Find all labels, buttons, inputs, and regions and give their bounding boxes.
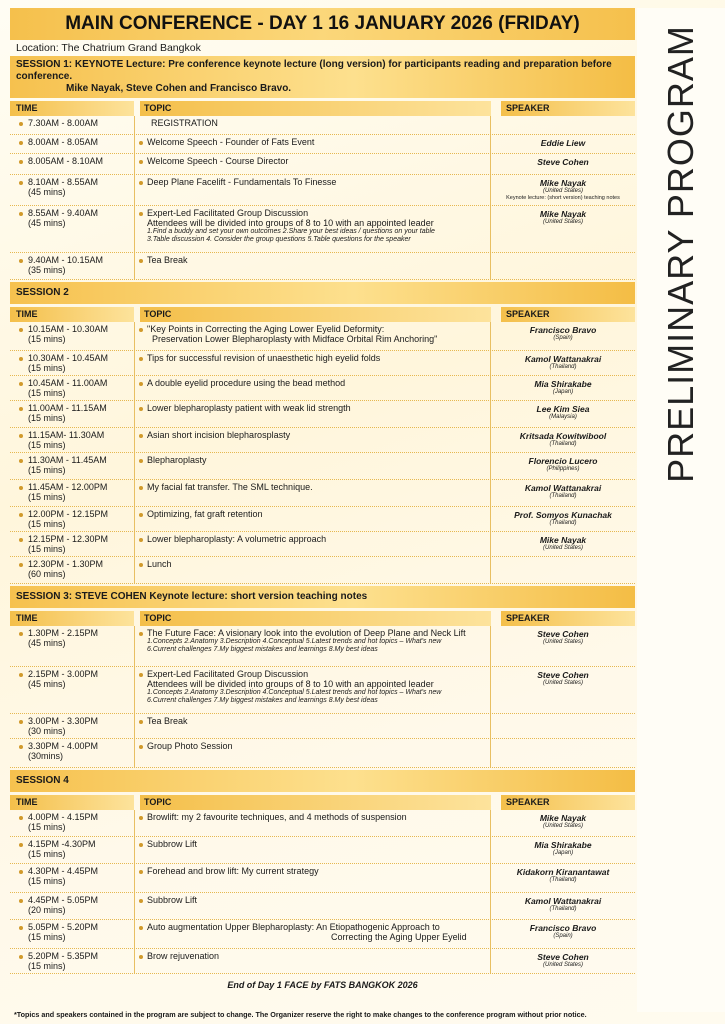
topic-text: A double eyelid procedure using the bead method [147, 378, 346, 388]
time-range: 8.00AM - 8.05AM [28, 137, 99, 147]
duration: (15 mins) [28, 961, 66, 971]
time-range: 10.45AM - 11.00AM [28, 378, 108, 388]
speaker-cell [490, 810, 635, 836]
topic-text: Optimizing, fat graft retention [147, 509, 263, 519]
time-range: 10.15AM - 10.30AM [28, 324, 109, 334]
header-topic: TOPIC [140, 795, 491, 810]
speaker-name: Prof. Somyos Kunachak [514, 510, 612, 520]
session-title-speakers: Mike Nayak, Steve Cohen and Francisco Bravo. [66, 83, 292, 94]
speaker-country: (United States) [542, 219, 584, 225]
time-cell [10, 557, 134, 583]
time-cell [10, 507, 134, 531]
speaker-name: Mike Nayak [539, 535, 587, 545]
header-topic: TOPIC [140, 307, 491, 322]
speaker-name: Lee Kim Siea [536, 404, 590, 414]
topic-text: Tea Break [147, 716, 188, 726]
footer-disclaimer: *Topics and speakers contained in the program are subject to change. The Organizer reserve the right to make changes to the conference program without prior notice. [14, 1010, 587, 1019]
time-range: 7.30AM - 8.00AM [28, 118, 99, 128]
table-row [10, 206, 635, 253]
speaker-country: (United States) [542, 823, 584, 829]
time-cell [10, 453, 134, 479]
speaker-cell [490, 175, 635, 205]
topic-text: Group Photo Session [147, 741, 233, 751]
topic-cell [134, 949, 490, 973]
speaker-country: (United States) [542, 188, 584, 194]
table-header [10, 307, 635, 322]
topic-cell [134, 837, 490, 863]
topic-cell [134, 714, 490, 738]
speaker-cell [490, 480, 635, 506]
table-header [10, 101, 635, 116]
topic-cell [134, 864, 490, 892]
duration: (30 mins) [28, 726, 66, 736]
speaker-cell [490, 864, 635, 892]
speaker-name: Steve Cohen [537, 629, 589, 639]
time-cell [10, 714, 134, 738]
table-row [10, 920, 635, 949]
table-row [10, 739, 635, 768]
end-of-day-text: End of Day 1 FACE by FATS BANGKOK 2026 [227, 980, 418, 990]
speaker-name: Mike Nayak [539, 813, 587, 823]
duration: (15 mins) [28, 363, 66, 373]
table-row [10, 532, 635, 557]
topic-cell [134, 206, 490, 252]
time-range: 5.20PM - 5.35PM [28, 951, 99, 961]
time-cell [10, 920, 134, 948]
topic-detail: 1.Concepts 2.Anatomy 3.Description 4.Conceptual 5.Latest trends and hot topics – What's new [147, 638, 442, 645]
time-range: 12.30PM - 1.30PM [28, 559, 104, 569]
time-cell [10, 154, 134, 174]
session-title [10, 770, 635, 792]
speaker-name: Steve Cohen [537, 670, 589, 680]
speaker-cell [490, 376, 635, 400]
header-speaker: SPEAKER [501, 101, 635, 116]
speaker-cell [490, 507, 635, 531]
duration: (15 mins) [28, 932, 66, 942]
speaker-cell [490, 401, 635, 427]
table-row [10, 626, 635, 667]
topic-text: Subbrow Lift [147, 839, 198, 849]
time-range: 12.15PM - 12.30PM [28, 534, 109, 544]
speaker-country: (Thailand) [549, 441, 577, 447]
duration: (45 mins) [28, 679, 66, 689]
table-row [10, 453, 635, 480]
header-time: TIME [10, 101, 134, 116]
duration: (15 mins) [28, 334, 66, 344]
topic-cell [134, 351, 490, 375]
speaker-name: Kamol Wattanakrai [524, 896, 602, 906]
table-row [10, 557, 635, 584]
speaker-country: (Spain) [553, 335, 573, 341]
speaker-country: (Thailand) [549, 493, 577, 499]
table-row [10, 428, 635, 453]
session-title [10, 586, 635, 608]
speaker-cell [490, 351, 635, 375]
speaker-name: Mike Nayak [539, 178, 587, 188]
speaker-cell [490, 253, 635, 279]
topic-detail-line2: 3.Table discussion 4. Consider the group questions 5.Table questions for the speaker [147, 236, 411, 243]
speaker-country: (United States) [542, 962, 584, 968]
time-cell [10, 667, 134, 713]
topic-text: Welcome Speech - Founder of Fats Event [147, 137, 315, 147]
speaker-country: (Thailand) [549, 364, 577, 370]
topic-detail: 1.Find a buddy and set your own outcomes 2.Share your best ideas / questions on your table [147, 228, 435, 235]
speaker-name: Eddie Liew [540, 138, 586, 148]
speaker-name: Kamol Wattanakrai [524, 483, 602, 493]
topic-cell [134, 116, 490, 134]
time-range: 8.55AM - 9.40AM [28, 208, 99, 218]
location-text: Location: The Chatrium Grand Bangkok [16, 42, 201, 54]
side-title: PRELIMINARY PROGRAM [660, 25, 701, 483]
time-cell [10, 480, 134, 506]
table-row [10, 667, 635, 714]
topic-cell [134, 739, 490, 767]
table-header [10, 795, 635, 810]
topic-text: Welcome Speech - Course Director [147, 156, 289, 166]
session-title-text: SESSION 3: STEVE COHEN Keynote lecture: short version teaching notes [16, 591, 368, 602]
speaker-country: (Philippines) [546, 466, 580, 472]
duration: (15 mins) [28, 519, 66, 529]
speaker-name: Mike Nayak [539, 209, 587, 219]
topic-text: Expert-Led Facilitated Group Discussion [147, 208, 309, 218]
topic-cell [134, 175, 490, 205]
header-time: TIME [10, 795, 134, 810]
duration: (45 mins) [28, 218, 66, 228]
topic-detail: 1.Concepts 2.Anatomy 3.Description 4.Conceptual 5.Latest trends and hot topics – What's new [147, 689, 442, 696]
topic-cell [134, 480, 490, 506]
speaker-country: (Spain) [553, 933, 573, 939]
table-row [10, 507, 635, 532]
table-row [10, 175, 635, 206]
topic-text-line2: Attendees will be divided into groups of 8 to 10 with an appointed leader [147, 218, 434, 228]
program-main [10, 8, 635, 996]
speaker-country: (Japan) [552, 389, 574, 395]
topic-text: Blepharoplasty [147, 455, 207, 465]
duration: (15 mins) [28, 465, 66, 475]
header-time: TIME [10, 307, 134, 322]
time-range: 11.00AM - 11.15AM [28, 403, 107, 413]
speaker-cell [490, 453, 635, 479]
table-header [10, 611, 635, 626]
time-range: 11.30AM - 11.45AM [28, 455, 107, 465]
duration: (30mins) [28, 751, 64, 761]
speaker-country: (Japan) [552, 850, 574, 856]
time-range: 12.00PM - 12.15PM [28, 509, 109, 519]
duration: (15 mins) [28, 413, 66, 423]
duration: (60 mins) [28, 569, 66, 579]
session-title-text: SESSION 4 [16, 775, 69, 786]
topic-cell [134, 154, 490, 174]
speaker-country: (Thailand) [549, 906, 577, 912]
time-cell [10, 351, 134, 375]
time-cell [10, 626, 134, 666]
speaker-cell [490, 837, 635, 863]
time-cell [10, 322, 134, 350]
topic-cell [134, 893, 490, 919]
topic-cell [134, 253, 490, 279]
time-range: 3.00PM - 3.30PM [28, 716, 99, 726]
topic-text: "Key Points in Correcting the Aging Lower Eyelid Deformity: [147, 324, 385, 334]
header-speaker: SPEAKER [501, 307, 635, 322]
speaker-cell [490, 428, 635, 452]
topic-text: Tips for successful revision of unaesthetic high eyelid folds [147, 353, 381, 363]
speaker-name: Steve Cohen [537, 952, 589, 962]
time-cell [10, 206, 134, 252]
duration: (45 mins) [28, 187, 66, 197]
topic-cell [134, 135, 490, 153]
speaker-cell [490, 322, 635, 350]
table-row [10, 116, 635, 135]
topic-text: Subbrow Lift [147, 895, 198, 905]
time-cell [10, 401, 134, 427]
table-row [10, 864, 635, 893]
speaker-cell [490, 626, 635, 666]
topic-text: Browlift: my 2 favourite techniques, and 4 methods of suspension [147, 812, 407, 822]
time-cell [10, 949, 134, 973]
duration: (15 mins) [28, 876, 66, 886]
table-row [10, 810, 635, 837]
time-range: 4.00PM - 4.15PM [28, 812, 99, 822]
table-row [10, 480, 635, 507]
time-range: 2.15PM - 3.00PM [28, 669, 99, 679]
speaker-country: (Thailand) [549, 877, 577, 883]
time-cell [10, 135, 134, 153]
topic-text-line2: Attendees will be divided into groups of 8 to 10 with an appointed leader [147, 679, 434, 689]
duration: (15 mins) [28, 544, 66, 554]
speaker-name: Steve Cohen [537, 157, 589, 167]
topic-cell [134, 920, 490, 948]
speaker-cell [490, 667, 635, 713]
topic-text: Deep Plane Facelift - Fundamentals To Finesse [147, 177, 337, 187]
speaker-cell [490, 154, 635, 174]
table-row [10, 376, 635, 401]
time-range: 11.45AM - 12.00PM [28, 482, 108, 492]
header-topic: TOPIC [140, 611, 491, 626]
topic-detail-line2: 6.Current challenges 7.My biggest mistakes and learnings 8.My best ideas [147, 697, 378, 704]
topic-text: Asian short incision blepharosplasty [147, 430, 291, 440]
header-speaker: SPEAKER [501, 795, 635, 810]
speaker-name: Mia Shirakabe [534, 379, 592, 389]
header-time: TIME [10, 611, 134, 626]
topic-cell [134, 532, 490, 556]
topic-text: Lunch [147, 559, 172, 569]
speaker-name: Kidakorn Kiranantawat [516, 867, 610, 877]
time-cell [10, 810, 134, 836]
speaker-country: (Thailand) [549, 520, 577, 526]
time-cell [10, 739, 134, 767]
header-speaker: SPEAKER [501, 611, 635, 626]
time-range: 11.15AM- 11.30AM [28, 430, 105, 440]
speaker-name: Kamol Wattanakrai [524, 354, 602, 364]
speaker-cell [490, 116, 635, 134]
duration: (45 mins) [28, 638, 66, 648]
topic-cell [134, 322, 490, 350]
speaker-cell [490, 206, 635, 252]
speaker-cell [490, 714, 635, 738]
header-topic: TOPIC [140, 101, 491, 116]
table-row [10, 154, 635, 175]
time-range: 4.45PM - 5.05PM [28, 895, 99, 905]
time-range: 3.30PM - 4.00PM [28, 741, 99, 751]
topic-text: Forehead and brow lift: My current strategy [147, 866, 319, 876]
table-row [10, 401, 635, 428]
speaker-country: (United States) [542, 680, 584, 686]
time-cell [10, 376, 134, 400]
speaker-name: Mia Shirakabe [534, 840, 592, 850]
time-cell [10, 864, 134, 892]
table-row [10, 949, 635, 974]
topic-text: Auto augmentation Upper Blepharoplasty: An Etiopathogenic Approach to [147, 922, 440, 932]
topic-text-line2: Preservation Lower Blepharoplasty with Midface Orbital Rim Anchoring" [152, 334, 438, 344]
topic-text: Expert-Led Facilitated Group Discussion [147, 669, 309, 679]
topic-cell [134, 557, 490, 583]
topic-text: The Future Face: A visionary look into the evolution of Deep Plane and Neck Lift [147, 628, 466, 638]
speaker-name: Florencio Lucero [528, 456, 598, 466]
time-range: 10.30AM - 10.45AM [28, 353, 109, 363]
speaker-cell [490, 135, 635, 153]
speaker-cell [490, 739, 635, 767]
table-row [10, 253, 635, 280]
topic-text: Tea Break [147, 255, 188, 265]
duration: (15 mins) [28, 492, 66, 502]
time-cell [10, 175, 134, 205]
speaker-country: (United States) [542, 545, 584, 551]
duration: (15 mins) [28, 822, 66, 832]
speaker-name: Kritsada Kowitwibool [519, 431, 607, 441]
duration: (15 mins) [28, 440, 66, 450]
speaker-name: Francisco Bravo [529, 923, 597, 933]
speaker-country: (United States) [542, 639, 584, 645]
topic-text: REGISTRATION [151, 118, 218, 128]
session-title [10, 56, 635, 98]
sessions-container [10, 56, 635, 974]
time-cell [10, 837, 134, 863]
duration: (15 mins) [28, 388, 66, 398]
time-range: 8.005AM - 8.10AM [28, 156, 104, 166]
duration: (15 mins) [28, 849, 66, 859]
speaker-cell [490, 949, 635, 973]
speaker-name: Francisco Bravo [529, 325, 597, 335]
topic-text: Brow rejuvenation [147, 951, 220, 961]
session-title-text: SESSION 1: KEYNOTE Lecture: Pre conference keynote lecture (long version) for participants reading and preparation before conference. [16, 59, 612, 82]
topic-cell [134, 667, 490, 713]
page-title: MAIN CONFERENCE - DAY 1 16 JANUARY 2026 (FRIDAY) [10, 8, 635, 40]
topic-cell [134, 626, 490, 666]
speaker-note: Keynote lecture: (short version) teaching notes [506, 195, 620, 201]
duration: (20 mins) [28, 905, 66, 915]
duration: (35 mins) [28, 265, 66, 275]
speaker-cell [490, 532, 635, 556]
time-range: 1.30PM - 2.15PM [28, 628, 99, 638]
topic-text-line2: Correcting the Aging Upper Eyelid [331, 932, 467, 942]
time-cell [10, 428, 134, 452]
speaker-country: (Malaysia) [549, 414, 577, 420]
topic-text: Lower blepharoplasty: A volumetric approach [147, 534, 327, 544]
topic-cell [134, 810, 490, 836]
topic-text: Lower blepharoplasty patient with weak lid strength [147, 403, 351, 413]
table-row [10, 351, 635, 376]
table-row [10, 893, 635, 920]
time-cell [10, 532, 134, 556]
topic-cell [134, 453, 490, 479]
topic-cell [134, 376, 490, 400]
time-cell [10, 893, 134, 919]
time-range: 4.30PM - 4.45PM [28, 866, 99, 876]
topic-cell [134, 401, 490, 427]
speaker-cell [490, 920, 635, 948]
session-title-text: SESSION 2 [16, 287, 69, 298]
topic-text: My facial fat transfer. The SML technique. [147, 482, 313, 492]
time-cell [10, 253, 134, 279]
topic-cell [134, 507, 490, 531]
speaker-cell [490, 557, 635, 583]
table-row [10, 714, 635, 739]
time-cell [10, 116, 134, 134]
table-row [10, 135, 635, 154]
time-range: 8.10AM - 8.55AM [28, 177, 99, 187]
table-row [10, 837, 635, 864]
time-range: 5.05PM - 5.20PM [28, 922, 99, 932]
time-range: 4.15PM -4.30PM [28, 839, 96, 849]
session-title [10, 282, 635, 304]
topic-detail-line2: 6.Current challenges 7.My biggest mistakes and learnings 8.My best ideas [147, 646, 378, 653]
speaker-cell [490, 893, 635, 919]
table-row [10, 322, 635, 351]
time-range: 9.40AM - 10.15AM [28, 255, 104, 265]
topic-cell [134, 428, 490, 452]
